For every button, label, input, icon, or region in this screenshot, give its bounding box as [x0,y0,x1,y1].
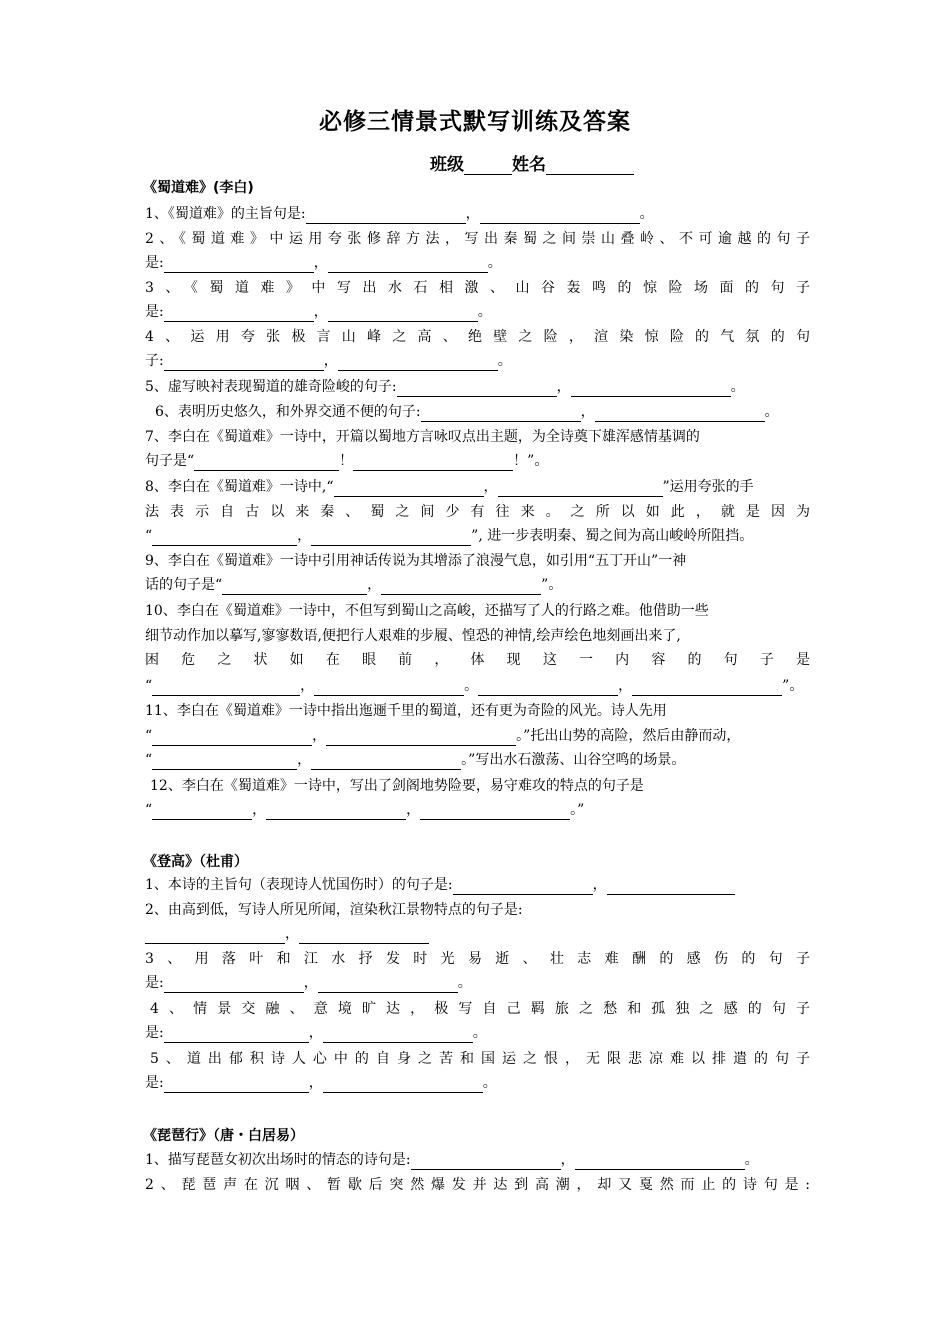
answer-blank[interactable] [164,256,314,273]
answer-blank[interactable] [328,256,488,273]
question-3-line2: 是: ， 。 [145,304,492,320]
denggao-question-5-line1: 5、道出郁积诗人心中的自身之苦和国运之恨，无限悲凉难以排遣的句子 [150,1051,810,1067]
question-1: 1、《蜀道难》的主旨句是: ， 。 [145,206,654,222]
answer-blank[interactable] [632,679,782,696]
answer-blank[interactable] [381,578,541,595]
answer-blank[interactable] [152,679,300,696]
answer-blank[interactable] [575,1153,745,1170]
answer-blank[interactable] [164,976,304,993]
denggao-question-4-line1: 4、情景交融、意境旷达，极写自己羁旅之愁和孤独之感的句子 [150,1001,810,1017]
question-2-line1: 2、《蜀道难》中运用夸张修辞方法，写出秦蜀之间崇山叠岭、不可逾越的句子 [145,231,810,247]
answer-blank[interactable] [164,1026,309,1043]
answer-blank[interactable] [328,305,478,322]
question-2-line2: 是: ， 。 [145,255,502,271]
class-blank[interactable] [464,156,512,175]
answer-blank[interactable] [164,354,324,371]
answer-blank[interactable] [311,753,461,770]
denggao-question-1: 1、本诗的主旨句（表现诗人忧国伤时）的句子是: ， [145,876,810,895]
question-10-line2: 细节动作加以摹写,寥寥数语,便把行人艰难的步履、惶恐的神情,绘声绘色地刻画出来了, [145,628,681,644]
question-3-line1: 3、《蜀道难》中写出水石相激、山谷轰鸣的惊险场面的句子 [145,280,810,296]
answer-blank[interactable] [311,529,471,546]
question-9-line2: 话的句子是“ ， ”。 [145,577,563,593]
answer-blank[interactable] [266,803,406,820]
answer-blank[interactable] [420,803,570,820]
question-4-line1: 4、运用夸张极言山峰之高、绝壁之险，渲染惊险的气氛的句 [145,329,810,345]
answer-blank[interactable] [595,405,765,422]
answer-blank[interactable] [314,679,464,696]
question-7-line1: 7、李白在《蜀道难》一诗中，开篇以蜀地方言咏叹点出主题，为全诗奠下雄浑感情基调的 [145,429,700,445]
name-label: 姓名 [512,155,546,175]
answer-blank[interactable] [318,976,458,993]
pipaxing-question-1: 1、描写琵琶女初次出场时的情态的诗句是: ， 。 [145,1152,759,1168]
class-name-line [430,150,634,175]
question-10-line4: “ ， 。 ， ”。 [145,678,804,694]
question-11-line2: “ ， 。”托出山势的高险，然后由静而动， [145,728,741,744]
denggao-question-2: 2、由高到低，写诗人所见所闻，渲染秋江景物特点的句子是: [145,902,523,918]
answer-blank[interactable] [453,878,593,895]
pipaxing-question-2: 2、琵琶声在沉咽、暂歇后突然爆发并达到高潮，却又戛然而止的诗句是: [145,1177,810,1193]
section-heading-denggao: 《登高》（杜甫） [143,854,248,870]
answer-blank[interactable] [326,729,516,746]
denggao-question-5-line2: 是: ， 。 [145,1075,497,1091]
question-12-line1: 12、李白在《蜀道难》一诗中，写出了剑阁地势险要，易守难攻的特点的句子是 [150,778,644,794]
question-6: 6、表明历史悠久，和外界交通不便的句子: ， 。 [155,404,779,420]
question-10-line1: 10、李白在《蜀道难》一诗中，不但写到蜀山之高峻，还描写了人的行路之难。他借助一些 [145,603,709,619]
question-11-line1: 11、李白在《蜀道难》一诗中指出迤逦千里的蜀道，还有更为奇险的风光。诗人先用 [145,703,667,719]
question-5: 5、虚写映衬表现蜀道的雄奇险峻的句子: ， 。 [145,379,745,395]
denggao-question-2-answer: ， [145,925,810,944]
answer-blank[interactable] [306,207,466,224]
answer-blank[interactable] [152,803,252,820]
question-9-line1: 9、李白在《蜀道难》一诗中引用神话传说为其增添了浪漫气息，如引用“五丁开山”一神 [145,553,687,569]
answer-blank[interactable] [334,480,484,497]
question-8-line2: 法表示自古以来秦、蜀之间少有往来。之所以如此，就是因为 [145,504,810,520]
answer-blank[interactable] [421,405,581,422]
question-7-line2: 句子是“ ！ ！”。 [145,453,549,469]
class-label: 班级 [430,155,464,175]
answer-blank[interactable] [323,1026,473,1043]
answer-blank[interactable] [164,305,314,322]
section-heading-shudaonan: 《蜀道难》(李白) [143,180,254,196]
question-10-line3: 困危之状如在眼前，体现这一内容的句子是 [145,652,810,668]
denggao-question-4-line2: 是: ， 。 [145,1025,487,1041]
page-title: 必修三情景式默写训练及答案 [319,109,631,135]
answer-blank[interactable] [397,380,557,397]
question-4-line2: 子: ， 。 [145,353,512,369]
answer-blank[interactable] [411,1153,561,1170]
answer-blank[interactable] [299,927,429,944]
answer-blank[interactable] [194,454,339,471]
answer-blank[interactable] [607,878,735,895]
answer-blank[interactable] [222,578,367,595]
answer-blank[interactable] [353,454,513,471]
question-8-line3: “ ， ”, 进一步表明秦、蜀之间为高山峻岭所阻挡。 [145,528,754,544]
section-heading-pipaxing: 《琵琶行》（唐・白居易） [143,1128,304,1144]
answer-blank[interactable] [152,729,312,746]
answer-blank[interactable] [498,480,663,497]
denggao-question-3-line1: 3、用落叶和江水抒发时光易逝、壮志难酬的感伤的句子 [145,951,810,967]
answer-blank[interactable] [338,354,498,371]
answer-blank[interactable] [145,927,285,944]
answer-blank[interactable] [478,679,618,696]
answer-blank[interactable] [152,529,297,546]
answer-blank[interactable] [164,1076,309,1093]
question-8-line1: 8、李白在《蜀道难》一诗中,“ ， ”运用夸张的手 [145,479,754,495]
question-11-line3: “ ， 。”写出水石激荡、山谷空鸣的场景。 [145,752,686,768]
question-12-line2: “ ， ， 。” [145,802,585,818]
answer-blank[interactable] [323,1076,483,1093]
answer-blank[interactable] [152,753,297,770]
answer-blank[interactable] [480,207,640,224]
answer-blank[interactable] [571,380,731,397]
denggao-question-3-line2: 是: ， 。 [145,975,472,991]
name-blank[interactable] [546,156,634,175]
